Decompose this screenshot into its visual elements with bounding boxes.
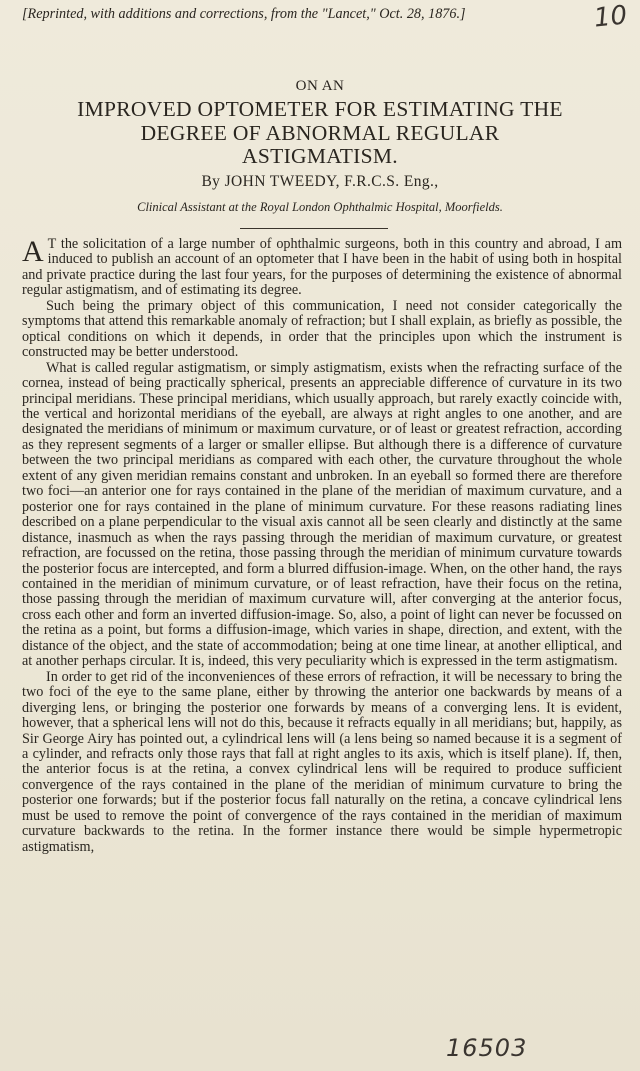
title-line-1: IMPROVED OPTOMETER FOR ESTIMATING THE bbox=[77, 97, 563, 121]
title-line-3: ASTIGMATISM. bbox=[242, 144, 398, 168]
title-prefix: ON AN bbox=[295, 78, 345, 94]
article-title bbox=[10, 98, 630, 169]
paragraph-1 bbox=[22, 237, 622, 299]
paragraph-4: In order to get rid of the inconveniences of these errors of refraction, it will be necessary to bring the two foci of the eye to the same plane, either by throwing the anterior one backwards by means of a diverging lens, or bringing the posterior one forwards by means of a converging lens. It is evident, however, that a spherical lens will not do this, because it refracts equally in all meridians; but, happily, as Sir George Airy has pointed out, a cylindrical lens will (a lens being so named because it is a segment of a cylinder, and refracts only those rays that fall at right angles to its axis, which is itself plane). If, then, the anterior focus is at the retina, a convex cylindrical lens will be required to produce sufficient convergence of the rays contained in the plane of the meridian of minimum curvature to bring the posterior one forwards; but if the posterior focus fall naturally on the retina, a concave cylindrical lens must be used to remove the point of convergence of the rays contained in the meridian of maximum curvature backwards to the retina. In the former instance there would be simple hypermetropic astigmatism, bbox=[22, 668, 622, 855]
paragraph-2: Such being the primary object of this communication, I need not consider categorically the symptoms that attend this remarkable anomaly of refraction; but I shall explain, as briefly as possible, the optical conditions on which it depends, in order that the principles upon which the instrument is constructed may be better understood. bbox=[22, 297, 622, 361]
article-body bbox=[22, 237, 622, 855]
handwritten-catalog-mark: 16503 bbox=[446, 1034, 528, 1062]
author-affiliation: Clinical Assistant at the Royal London Ophthalmic Hospital, Moorfields. bbox=[137, 200, 503, 214]
title-line-2: DEGREE OF ABNORMAL REGULAR bbox=[140, 120, 500, 145]
paragraph-1-text: T the solicitation of a large number of ophthalmic surgeons, both in this country and abroad, I am induced to publish an account of an optometer that I have been in the habit of using both in hospital and private practice during the last four years, for the purposes of determining the existence of abnormal regular astigmatism, and of estimating its degree. bbox=[22, 236, 622, 299]
drop-cap: A bbox=[22, 235, 44, 268]
handwritten-page-number: 10 bbox=[592, 0, 629, 34]
author-byline: By JOHN TWEEDY, F.R.C.S. Eng., bbox=[201, 173, 439, 190]
title-divider bbox=[240, 228, 388, 229]
reprint-note: [Reprinted, with additions and corrections, from the "Lancet," Oct. 28, 1876.] bbox=[22, 6, 466, 22]
paragraph-3: What is called regular astigmatism, or simply astigmatism, exists when the refracting surface of the cornea, instead of being practically spherical, presents an appreciable difference of curvature in its two principal meridians. These principal meridians, which usually approach, but rarely exactly coincide with, the vertical and horizontal meridians of the eyeball, are always at right angles to one another, and are designated the meridians of minimum or maximum curvature, or of least or greatest refraction, according as they represent segments of a larger or smaller ellipse. But although there is a difference of curvature between the two principal meridians as compared with each other, the curvature throughout the whole extent of any given meridian remains constant and unbroken. In an eyeball so formed there are therefore two foci—an anterior one for rays contained in the plane of the meridian of maximum curvature, and a posterior one for rays contained in the plane of minimum curvature. For these reasons radiating lines described on a plane perpendicular to the visual axis cannot all be seen clearly and distinctly at the same distance, inasmuch as when the rays passing through the meridian of maximum curvature, or greatest refraction, are focussed on the retina, those passing through the meridian of minimum curvature towards the posterior focus are intercepted, and form a blurred diffusion-image. When, on the other hand, the rays contained in the meridian of minimum curvature, or of least refraction, have their focus on the retina, those passing through the meridian of maximum curvature will, after converging at the anterior focus, cross each other and form an inverted diffusion-image. So, also, a point of light can never be focussed on the retina as a point, but forms a diffusion-image, which varies in shape, direction, and extent, with the distance of the object, and the state of accommodation; being at one time linear, at another elliptical, and at another perhaps circular. It is, indeed, this very peculiarity which is expressed in the term astigmatism. bbox=[22, 359, 622, 670]
